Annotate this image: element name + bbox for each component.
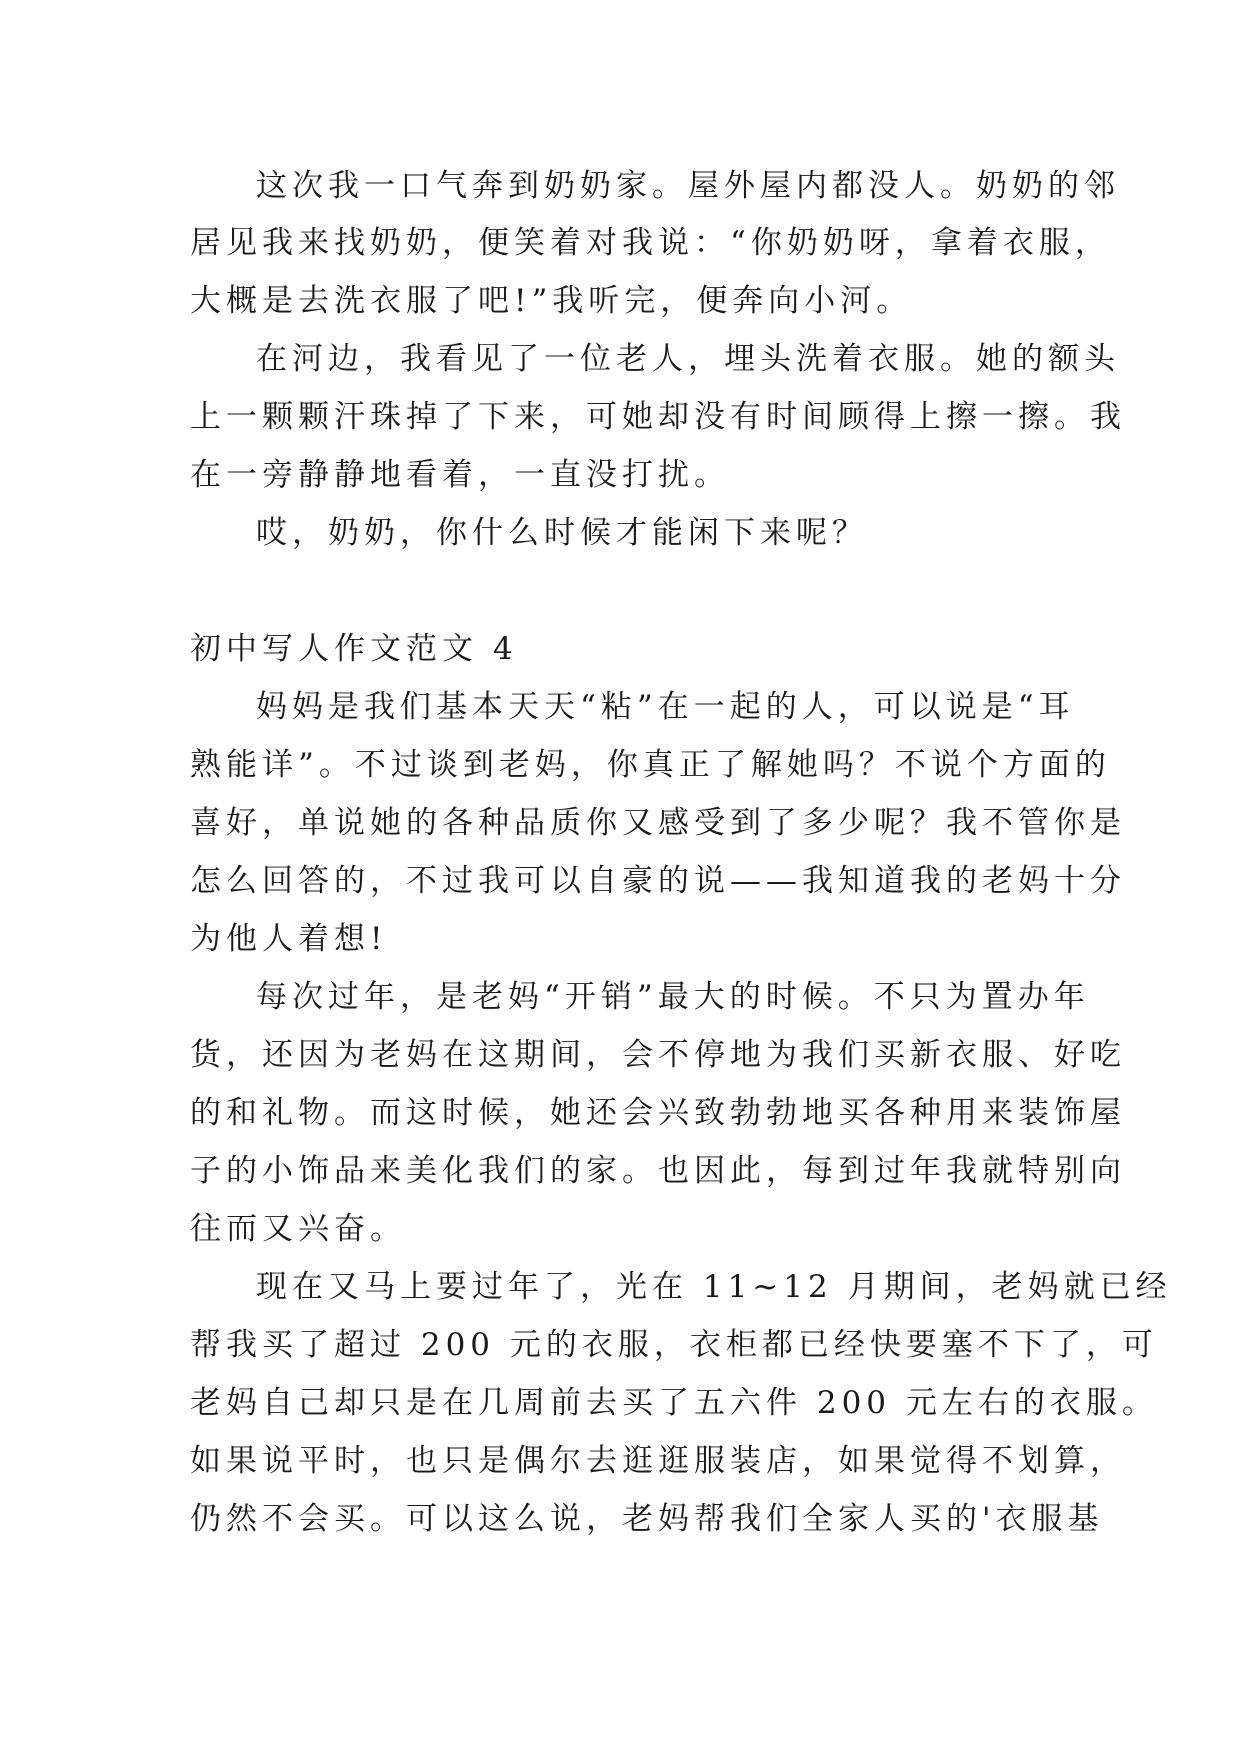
text-line: 居见我来找奶奶，便笑着对我说：“你奶奶呀，拿着衣服， — [190, 225, 1111, 261]
text-line: 仍然不会买。可以这么说，老妈帮我们全家人买的'衣服基 — [190, 1501, 1104, 1537]
text-line: 的和礼物。而这时候，她还会兴致勃勃地买各种用来装饰屋 — [190, 1095, 1126, 1131]
text-line: 每次过年，是老妈“开销”最大的时候。不只为置办年 — [256, 979, 1090, 1015]
text-line: 这次我一口气奔到奶奶家。屋外屋内都没人。奶奶的邻 — [256, 168, 1120, 204]
text-line: 哎，奶奶，你什么时候才能闲下来呢？ — [256, 515, 868, 551]
text-line: 妈妈是我们基本天天“粘”在一起的人，可以说是“耳 — [256, 689, 1075, 725]
text-line: 大概是去洗衣服了吧!”我听完，便奔向小河。 — [190, 283, 913, 319]
text-line: 往而又兴奋。 — [190, 1211, 406, 1247]
text-line: 如果说平时，也只是偶尔去逛逛服装店，如果觉得不划算， — [190, 1443, 1126, 1479]
text-line: 帮我买了超过 200 元的衣服，衣柜都已经快要塞不下了，可 — [190, 1327, 1158, 1363]
text-line: 子的小饰品来美化我们的家。也因此，每到过年我就特别向 — [190, 1153, 1126, 1189]
text-line: 喜好，单说她的各种品质你又感受到了多少呢？我不管你是 — [190, 805, 1126, 841]
text-line: 货，还因为老妈在这期间，会不停地为我们买新衣服、好吃 — [190, 1037, 1126, 1073]
text-line: 现在又马上要过年了，光在 11~12 月期间，老妈就已经 — [256, 1269, 1172, 1305]
text-line: 在一旁静静地看着，一直没打扰。 — [190, 457, 730, 493]
text-line: 在河边，我看见了一位老人，埋头洗着衣服。她的额头 — [256, 341, 1120, 377]
text-line: 为他人着想! — [190, 921, 388, 957]
text-line: 上一颗颗汗珠掉了下来，可她却没有时间顾得上擦一擦。我 — [190, 399, 1126, 435]
text-line: 老妈自己却只是在几周前去买了五六件 200 元左右的衣服。 — [190, 1385, 1158, 1421]
section-heading: 初中写人作文范文 4 — [190, 631, 518, 667]
text-line: 熟能详”。不过谈到老妈，你真正了解她吗？不说个方面的 — [190, 747, 1111, 783]
text-line: 怎么回答的，不过我可以自豪的说——我知道我的老妈十分 — [190, 863, 1126, 899]
